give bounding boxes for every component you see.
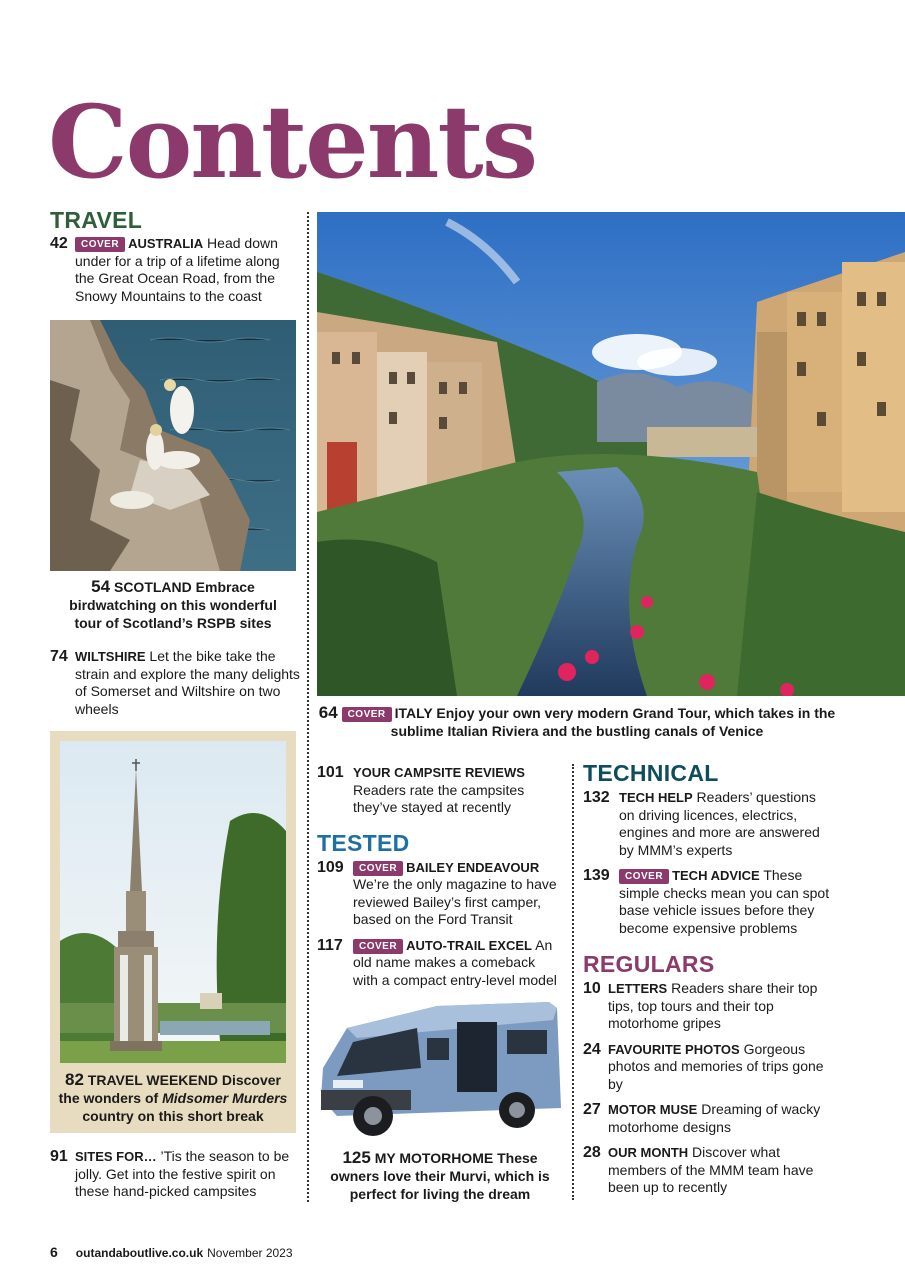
cover-badge: COVER (619, 869, 669, 884)
entry-text: Gorgeous photos and memories of trips gone by (608, 1040, 824, 1092)
page-number: 64 (318, 703, 338, 722)
footer-website[interactable]: outandaboutlive.co.uk (75, 1246, 204, 1260)
entry-text: Let the bike take the strain and explore the many delights of Somerset and Wiltshire on two wheels (75, 648, 300, 717)
cover-badge: COVER (75, 237, 125, 252)
entry-motor-muse[interactable] (583, 1101, 833, 1136)
entry-our-month[interactable] (583, 1144, 833, 1197)
entry-head: AUTO-TRAIL EXCEL (406, 937, 532, 953)
section-heading-regulars: REGULARS (583, 951, 715, 977)
section-heading-technical: TECHNICAL (583, 760, 719, 786)
entry-tech-help[interactable] (583, 789, 833, 859)
entry-head: OUR MONTH (608, 1145, 689, 1160)
italy-image (317, 212, 905, 696)
caption-italy[interactable] (317, 704, 837, 740)
column-divider (307, 212, 309, 1202)
footer-page-number: 6 (50, 1244, 58, 1260)
entry-tech-advice[interactable] (583, 867, 833, 937)
page-number: 125 (342, 1148, 371, 1167)
entry-text: Readers rate the campsites they’ve stayed at recently (353, 781, 525, 815)
entry-text: Discover the wonders of (58, 1072, 281, 1106)
travel-section (50, 207, 300, 305)
entry-text: An old name makes a comeback with a compact entry-level model (353, 936, 557, 988)
entry-head: MOTOR MUSE (608, 1102, 698, 1117)
entry-text: Readers share their top tips, top tours and their top motorhome gripes (608, 980, 818, 1031)
caption-my-motorhome[interactable] (322, 1149, 558, 1203)
entry-text: These owners love their Murvi, which is perfect for living the dream (330, 1150, 550, 1202)
middle-column (317, 764, 563, 989)
page-number: 28 (583, 1144, 601, 1161)
caption-travel-weekend[interactable] (56, 1071, 290, 1125)
entry-head: ITALY (394, 705, 433, 721)
page-number: 74 (50, 648, 68, 665)
entry-head: TECH ADVICE (672, 868, 760, 883)
entry-letters[interactable] (583, 980, 833, 1033)
page-number: 91 (50, 1148, 68, 1165)
footer-issue: November 2023 (207, 1246, 293, 1260)
entry-wiltshire[interactable] (50, 648, 300, 718)
tower-image-frame (50, 731, 296, 1133)
entry-text: These simple checks mean you can spot base vehicle issues before they become expensive problems (619, 867, 830, 936)
entry-auto-trail-excel[interactable] (317, 937, 563, 990)
page-number: 24 (583, 1040, 601, 1058)
page-number: 109 (317, 858, 344, 876)
entry-text: Enjoy your own very modern Grand Tour, which takes in the sublime Italian Riviera and the bustling canals of Venice (390, 705, 836, 739)
section-heading-tested: TESTED (317, 829, 410, 856)
page-number: 10 (583, 980, 601, 997)
entry-text: Readers’ questions on driving licences, electrics, engines and more are answered by MMM’s experts (619, 789, 820, 858)
caption-scotland[interactable] (62, 578, 284, 632)
entry-head: MY MOTORHOME (374, 1150, 494, 1166)
entry-sites-for[interactable] (50, 1148, 300, 1201)
column-divider (572, 764, 574, 1200)
page-footer (50, 1244, 293, 1260)
entry-text: Embrace birdwatching on this wonderful tour of Scotland’s RSPB sites (69, 579, 277, 631)
entry-text: ’Tis the season to be jolly. Get into the festive spirit on these hand-picked campsites (75, 1148, 290, 1199)
right-column (583, 760, 833, 1197)
page-title: Contents (48, 83, 537, 201)
entry-bailey-endeavour[interactable] (317, 859, 563, 929)
entry-head: BAILEY ENDEAVOUR (406, 859, 540, 875)
entry-head: FAVOURITE PHOTOS (608, 1041, 740, 1057)
entry-text-italic: Midsomer Murders (162, 1090, 288, 1106)
entry-head: SCOTLAND (113, 579, 192, 595)
page-number: 101 (317, 764, 344, 781)
cover-badge: COVER (353, 939, 403, 954)
page-number: 139 (583, 867, 610, 884)
entry-favourite-photos[interactable] (583, 1041, 833, 1094)
cover-badge: COVER (342, 707, 392, 722)
entry-head: SITES FOR… (75, 1149, 157, 1164)
page-number: 132 (583, 789, 610, 806)
entry-head: AUSTRALIA (128, 236, 204, 251)
entry-head: WILTSHIRE (75, 649, 146, 664)
entry-text: Head down under for a trip of a lifetime along the Great Ocean Road, from the Snowy Mountains to the coast (75, 235, 280, 304)
page-number: 54 (91, 577, 111, 596)
cover-badge: COVER (353, 861, 403, 876)
gannet-image (50, 320, 296, 571)
section-heading-travel: TRAVEL (50, 207, 143, 233)
entry-head: TRAVEL WEEKEND (87, 1072, 218, 1088)
entry-australia[interactable] (50, 235, 300, 305)
entry-text: We’re the only magazine to have reviewed Bailey’s first camper, based on the Ford Transit (353, 876, 557, 927)
entry-head: LETTERS (608, 981, 668, 996)
entry-text: country on this short break (82, 1108, 264, 1124)
entry-head: YOUR CAMPSITE REVIEWS (353, 765, 525, 780)
entry-campsite-reviews[interactable] (317, 764, 563, 817)
page-number: 117 (317, 936, 343, 954)
entry-text: Discover what members of the MMM team have been up to recently (608, 1144, 814, 1195)
entry-text: Dreaming of wacky motorhome designs (608, 1101, 821, 1135)
tower-image (60, 741, 286, 1063)
entry-head: TECH HELP (619, 790, 693, 805)
page-number: 82 (64, 1070, 84, 1089)
van-image (317, 998, 565, 1140)
page-number: 27 (583, 1101, 601, 1118)
page-number: 42 (50, 235, 68, 252)
